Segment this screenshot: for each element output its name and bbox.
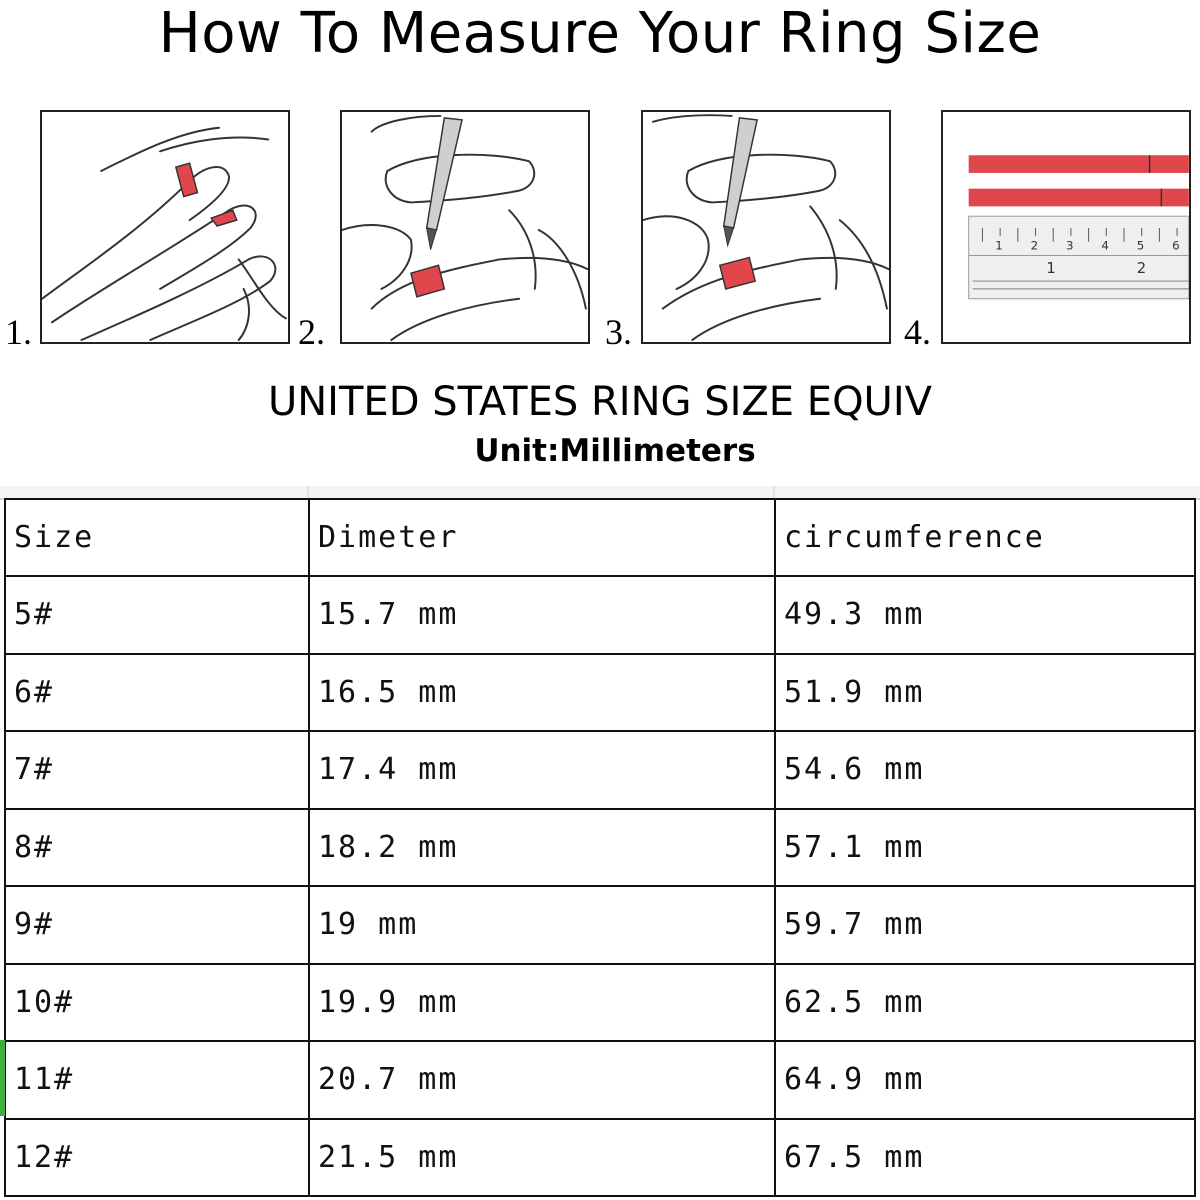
step-number: 1.	[5, 312, 32, 352]
table-row	[5, 1119, 1195, 1197]
ruler-inch-label: 2	[1136, 260, 1147, 278]
step-3-illustration	[641, 110, 891, 344]
table-header-row	[5, 499, 1195, 576]
ruler-cm-label: 5	[1136, 238, 1145, 253]
table-row	[5, 886, 1195, 964]
table-row	[5, 576, 1195, 654]
circumference-cell: 62.5 mm	[775, 964, 1195, 1042]
step-1-illustration	[40, 110, 290, 344]
size-cell: 10#	[5, 964, 309, 1042]
circumference-cell: 49.3 mm	[775, 576, 1195, 654]
page-title: How To Measure Your Ring Size	[158, 1, 1042, 66]
size-cell: 6#	[5, 654, 309, 732]
table-row	[5, 809, 1195, 887]
step-number: 4.	[904, 312, 931, 352]
table-row	[5, 964, 1195, 1042]
step-4-illustration	[941, 110, 1191, 344]
circumference-cell: 54.6 mm	[775, 731, 1195, 809]
marking-strip-with-pen-icon	[342, 112, 588, 342]
diameter-cell: 19.9 mm	[309, 964, 775, 1042]
column-header-diameter: Dimeter	[309, 499, 775, 576]
size-cell: 5#	[5, 576, 309, 654]
table-row	[5, 1041, 1195, 1119]
size-cell: 11#	[5, 1041, 309, 1119]
step-2-illustration	[340, 110, 590, 344]
ruler-measurement-icon	[943, 112, 1189, 342]
diameter-cell: 17.4 mm	[309, 731, 775, 809]
step-number: 3.	[605, 312, 632, 352]
size-cell: 7#	[5, 731, 309, 809]
column-header-size: Size	[5, 499, 309, 576]
column-header-circumference: circumference	[775, 499, 1195, 576]
diameter-cell: 21.5 mm	[309, 1119, 775, 1197]
diameter-cell: 20.7 mm	[309, 1041, 775, 1119]
circumference-cell: 64.9 mm	[775, 1041, 1195, 1119]
circumference-cell: 51.9 mm	[775, 654, 1195, 732]
ruler-cm-label: 2	[1030, 238, 1039, 253]
diameter-cell: 18.2 mm	[309, 809, 775, 887]
chart-subtitle: UNITED STATES RING SIZE EQUIV	[267, 379, 932, 425]
circumference-cell: 67.5 mm	[775, 1119, 1195, 1197]
size-cell: 12#	[5, 1119, 309, 1197]
circumference-cell: 57.1 mm	[775, 809, 1195, 887]
circumference-cell: 59.7 mm	[775, 886, 1195, 964]
ruler-cm-label: 1	[995, 238, 1003, 253]
size-cell: 8#	[5, 809, 309, 887]
ring-size-table	[4, 498, 1196, 1197]
diameter-cell: 16.5 mm	[309, 654, 775, 732]
unit-label: Unit:Millimeters	[474, 433, 756, 469]
ruler-cm-label: 4	[1101, 238, 1109, 253]
table-row	[5, 654, 1195, 732]
diameter-cell: 19 mm	[309, 886, 775, 964]
row-selection-marker	[0, 1040, 5, 1116]
table-row	[5, 731, 1195, 809]
ruler-cm-label: 3	[1066, 238, 1074, 253]
hand-with-paper-strip-icon	[42, 112, 288, 342]
step-number: 2.	[298, 312, 325, 352]
ruler-cm-label: 6	[1172, 238, 1180, 253]
size-cell: 9#	[5, 886, 309, 964]
ruler-inch-label: 1	[1046, 260, 1056, 278]
diameter-cell: 15.7 mm	[309, 576, 775, 654]
marking-strip-overlap-icon	[643, 112, 889, 342]
